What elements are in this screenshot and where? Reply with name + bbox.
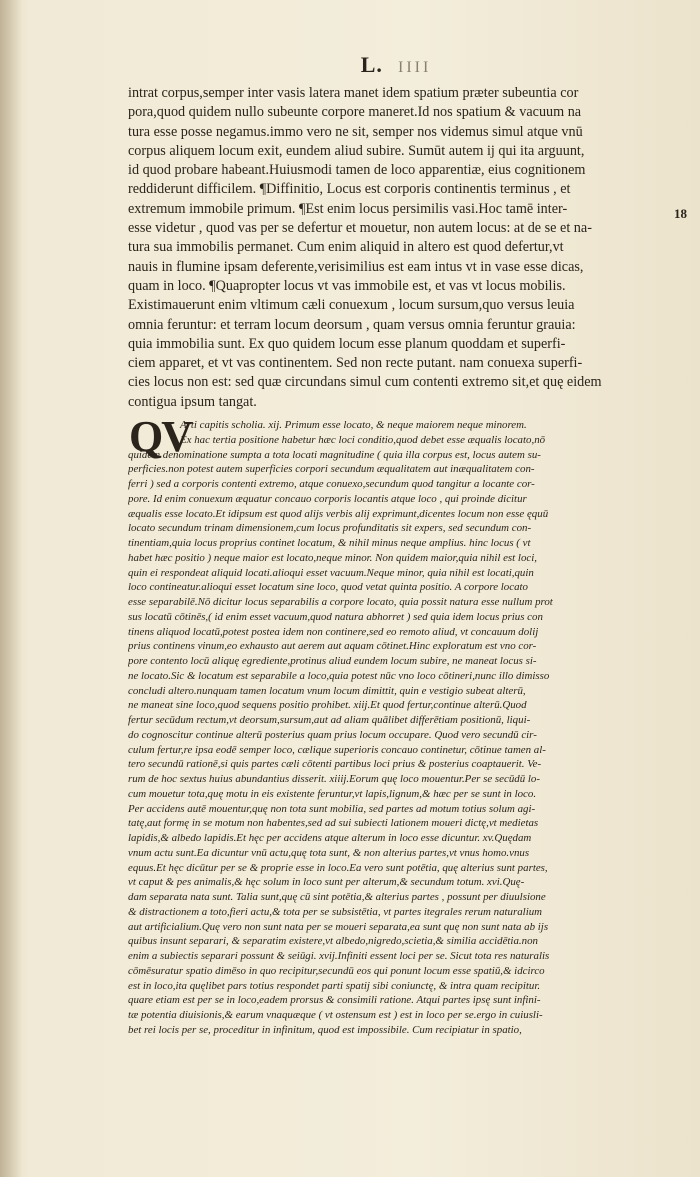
scholia-line: culum fertur,re ipsa eodē semper loco, cælique superioris concauo continetur, cōtinue tamen al- [128, 743, 546, 756]
scholia-line: vt caput & pes animalis,& hęc solum in loco sunt per alterum,& secundum totum. xvi.Quę- [128, 876, 525, 889]
scholia-line: ne maneat sine loco,quod sequens positio prohibet. xiij.Et quod fertur,continue alterū.Quod [128, 699, 527, 712]
scholia-line: rum de hoc sextus huius abundantius disserit. xiiij.Eorum quę loco mouentur.Per se secūdū lo- [128, 773, 540, 785]
scholia-line: enim a subiectis separari possunt & seiūgi. xvij.Infiniti essent loci per se. Sicut tota res naturalis [128, 950, 550, 962]
scholia-line: ne locato.Sic & locatum est separabile a loco,quia potest nūc vno loco cōtineri,nunc illo dimisso [128, 669, 550, 682]
margin-note-number: 18 [674, 206, 687, 221]
drop-capital: QV [129, 412, 191, 461]
scholia-line: bet rei locis per se, proceditur in infinitum, quod est impossibile. Cum recipiatur in spatio, [128, 1023, 522, 1036]
scholia-line: habet hæc positio ) neque maior est locato,neque minor. Non quidem maior,quia nihil est loci, [128, 551, 537, 564]
scholia-line: lapidis,& albedo lapidis.Et hęc per accidens atque alterum in loco esse dicuntur. xv.Quędam [128, 832, 532, 844]
scholia-line: Ex hac tertia positione habetur hæc loci conditio,quod debet esse æqualis locato,nō [180, 433, 546, 446]
main-text-line: pora,quod quidem nullo subeunte corpore maneret.Id nos spatium & vacuum na [128, 104, 582, 121]
scholia-line: perficies.non potest autem superficies corpori secundum æqualitatem aut inæqualitatem con- [128, 463, 535, 476]
scholia-line: quidem denominatione sumpta a tota locati magnitudine ( quia illa corpus est, locus autem su- [128, 448, 541, 461]
scholia-line: cōmēsuratur spatio dimēso in quo recipitur,secundū eos qui ponunt locum esse spatiū,& idcirco [128, 964, 545, 977]
scholia-line: aut artificialium.Quę vero non sunt nata per se moueri separata,ea sunt quę non sunt nata ab ijs [128, 920, 549, 933]
scholia-line: fertur secūdum rectum,vt deorsum,sursum,aut ad aliam quālibet differētiam positionū, liqui- [128, 714, 531, 726]
main-text-line: quam in loco. ¶Quapropter locus vt vas immobile est, et vas vt locus mobilis. [128, 277, 566, 294]
scholia-line: tinens aliquod locatū,potest postea idem non continere,sed eo remoto aliud, vt concauum dolij [128, 625, 539, 638]
folio-number: L. [360, 52, 383, 77]
scholia-line: concludi altero.nunquam tamen locatum vnum locum dimittit, quin e vestigio subeat alterū, [128, 684, 526, 697]
main-text-line: ciem apparet, et vt vas continentem. Sed non recte putant. nam conuexa superfi- [128, 355, 583, 372]
main-text-line: id quod probare habeant.Huiusmodi tamen de loco apparentiæ, eius cognitionem [128, 162, 586, 179]
scholia-line: Per accidens autē mouentur,quę non tota sunt mobilia, sed partes ad motum totius solum agi- [128, 802, 536, 815]
scholia-line: est in loco,ita quęlibet pars totius respondet parti spatij sibi coniunctę, & intra quam recipitur. [128, 979, 541, 992]
main-text-line: tura sua immobilis permanet. Cum enim aliquid in altero est quod defertur,vt [128, 239, 564, 256]
main-text-block [128, 84, 668, 412]
main-text-line: contigua ipsum tangat. [128, 393, 257, 410]
main-text-line: omnia feruntur: et terram locum deorsum , quam versus omnia feruntur grauia: [128, 316, 576, 333]
scholia-line: equus.Et hęc dicūtur per se & proprie esse in loco.Ea vero sunt potētia, quę alterius sunt partes, [128, 861, 548, 874]
scholia-line: locato secundum trinam dimensionem,cum locus profunditatis sit expers, sed secundum con- [128, 522, 532, 535]
scholia-line: & distractionem a toto,fieri actu,& tota per se subsistētia, vt partes itegrales rerum naturalium [128, 905, 543, 918]
scholia-line: pore. Id enim conuexum æquatur concauo corporis locantis atque loco , qui proinde dicitur [128, 492, 527, 505]
scholia-line: pore contento locū aliquę egrediente,protinus aliud eundem locum subire, ne maneat locus si- [128, 655, 537, 667]
main-text-line: reddiderunt difficilem. ¶Diffinitio, Locus est corporis continentis terminus , et [128, 181, 571, 198]
scholia-line: prius continens vinum,eo exhausto aut aerem aut aquam cōtinet.Hinc exploratum est vno cor- [128, 640, 537, 653]
binding-shadow [0, 0, 22, 1177]
scholia-line: tinentiam,quia locus proprius continet locatum, & nihil minus neque amplius. hinc locus ( vt [128, 537, 531, 549]
scholia-line: loco contineatur.alioqui esset locatum sine loco, quod vetat quinta positio. A corpore locato [128, 581, 528, 594]
scholia-line: æqualis esse locato.Et idipsum est quod alijs verbis alij exprimunt,dicentes locum non esse ęquū [128, 507, 549, 520]
scholia-line: cum mouetur tota,quę motu in eis existente feruntur,vt lapis,lignum,& hæc per se sunt in loco. [128, 787, 537, 800]
main-text-line: corpus aliquem locum exit, eundem aliud subire. Sumūt autem ij qui ita arguunt, [128, 142, 585, 159]
page-header [0, 52, 700, 78]
scholia-line: Arti capitis scholia. xij. Primum esse locato, & neque maiorem neque minorem. [180, 419, 527, 431]
scholia-line: vnum actu sunt.Ea dicuntur vnū actu,quę tota sunt, & non alterius partes,vt vnus homo.vnus [128, 846, 530, 859]
scholia-block [128, 412, 673, 1038]
scholia-line: esse separabilē.Nō dicitur locus separabilis a corpore locato, quia possit natura esse nullum prot [128, 596, 553, 608]
main-text-line: quia immobilia sunt. Ex quo quidem locum esse planum quoddam et superfi- [128, 335, 566, 352]
main-text-line: cies locus non est: sed quæ circundans simul cum contenti extremo sit,et quę eidem [128, 374, 602, 391]
main-text-line: tura esse posse negamus.immo vero ne sit, semper nos videmus simul atque vnū [128, 123, 583, 140]
folio-faint-mark: IIII [397, 59, 432, 76]
scholia-line: quare etiam est per se in loco,eadem prorsus & consimili ratione. Atqui partes ipsę sunt infini- [128, 994, 541, 1007]
main-text-line: intrat corpus,semper inter vasis latera manet idem spatium præter subeuntia cor [128, 85, 579, 101]
scholia-line: tatę,aut formę in se motum non habentes,sed ad sui subiecti lationem moueri dictę,vt medietas [128, 817, 539, 830]
scholia-line: tero secundū rationē,si quis partes cæli cōtenti partibus loci prius & posterius coaptauerit. Ve- [128, 758, 542, 771]
main-text-line: Existimauerunt enim vltimum cæli conuexum , locum sursum,quo versus leuia [128, 297, 575, 314]
scholia-line: sus locatū cōtinēs,( id enim esset vacuum,quod natura abhorret ) sed quia idem locus prius con [128, 610, 543, 623]
main-text-line: nauis in flumine ipsam deferente,verisimilius est eam intus vt in vase esse dicas, [128, 258, 584, 275]
scholia-line: quin ei respondeat aliquid locati.alioqui esset vacuum.Neque minor, quia nihil est locati,quin [128, 566, 534, 579]
scholia-line: do cognoscitur continue alterū posterius quam prius locum occupare. Quod vero secundū cir- [128, 728, 537, 741]
scholia-line: quibus insunt separari, & separatim existere,vt albedo,nigredo,scietia,& similia accidētia.non [128, 935, 538, 948]
scholia-line: ferri ) sed a corporis contenti extremo, atque conuexo,secundum quod tangitur a locante cor- [128, 478, 535, 490]
main-text-line: extremum immobile primum. ¶Est enim locus persimilis vasi.Hoc tamē inter- [128, 200, 568, 217]
main-text-line: esse videtur , quod vas per se defertur et mouetur, non autem locus: at de se et na- [128, 220, 592, 237]
scholia-line: dam separata nata sunt. Talia sunt,quę cū sint potētia,& alterius partes , possunt per diuulsione [128, 891, 546, 903]
scholia-line: tæ potentia diuisionis,& earum vnaquæque ( vt ostensum est ) est in loco per se.ergo in cuiusli- [128, 1009, 543, 1021]
